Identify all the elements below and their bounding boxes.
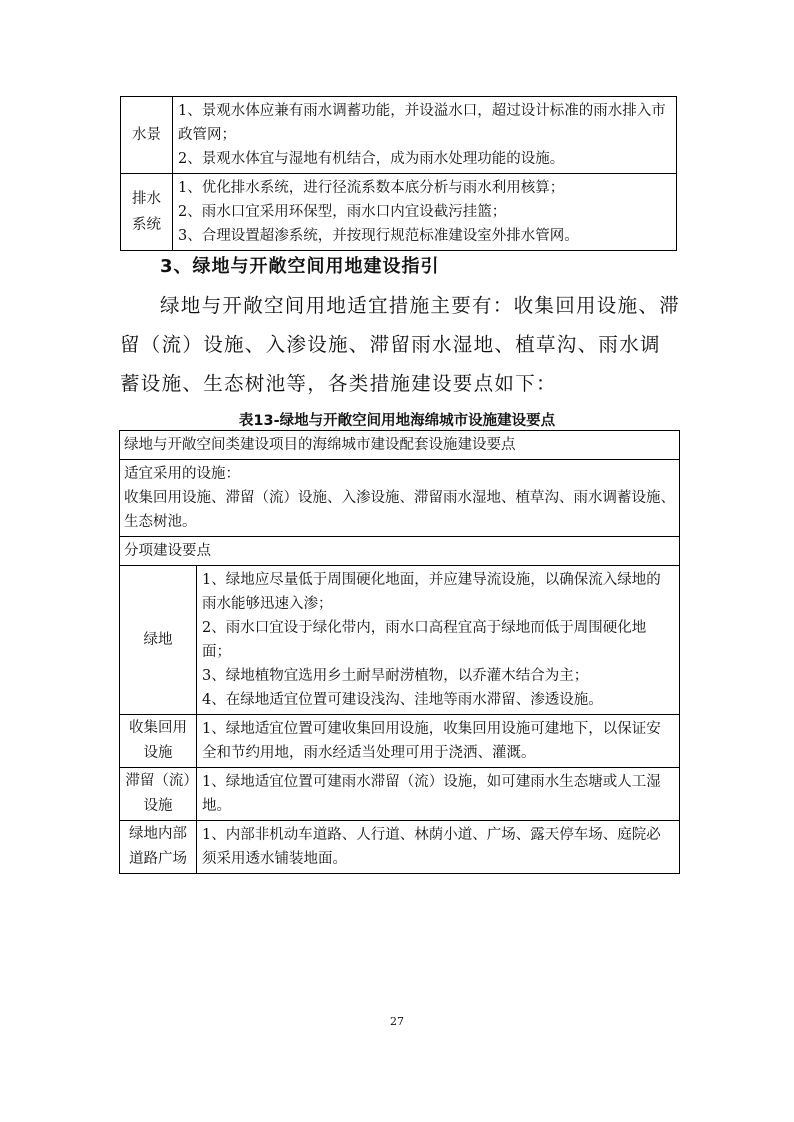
row-label — [120, 715, 197, 768]
list-item: 4、在绿地适宜位置可建设浅沟、洼地等雨水滞留、渗透设施。 — [202, 692, 603, 708]
row-content — [173, 97, 677, 174]
row-content — [197, 821, 680, 874]
row-label-text: 滞留（流）设施 — [125, 773, 191, 814]
suitable-facilities-text: 收集回用设施、滞留（流）设施、入渗设施、滞留雨水湿地、植草沟、雨水调蓄设施、生态树池。 — [124, 490, 675, 530]
top-facility-table — [120, 96, 677, 251]
list-item: 2、雨水口宜采用环保型，雨水口内宜设截污挂篮； — [178, 204, 507, 220]
row-label — [121, 174, 173, 251]
list-item: 1、绿地适宜位置可建雨水滞留（流）设施，如可建雨水生态塘或人工湿地。 — [202, 774, 661, 814]
row-content — [197, 566, 680, 715]
table-row — [121, 174, 677, 251]
row-label-text: 排水系统 — [132, 191, 161, 233]
page-number: 27 — [390, 1015, 404, 1028]
list-item: 1、优化排水系统，进行径流系数本底分析与雨水利用核算； — [178, 180, 565, 196]
list-item: 2、雨水口宜设于绿化带内，雨水口高程宜高于绿地而低于周围硬化地面； — [202, 620, 647, 660]
row-label: 绿地 — [120, 566, 197, 715]
main-facility-table — [119, 430, 680, 874]
list-item: 2、景观水体宜与湿地有机结合，成为雨水处理功能的设施。 — [178, 151, 565, 167]
list-item: 1、绿地适宜位置可建收集回用设施，收集回用设施可建地下，以保证安全和节约用地，雨水经适当处理可用于浇洒、灌溉。 — [202, 721, 661, 761]
table-row — [120, 768, 680, 821]
row-label — [120, 768, 197, 821]
row-content — [197, 715, 680, 768]
table-header-row — [120, 431, 680, 460]
row-label — [121, 97, 173, 174]
suitable-facilities-cell — [120, 460, 680, 537]
intro-paragraph: 绿地与开敞空间用地适宜措施主要有：收集回用设施、滞留（流）设施、入渗设施、滞留雨水湿地、植草沟、雨水调蓄设施、生态树池等，各类措施建设要点如下： — [120, 294, 681, 395]
table-caption: 表13-绿地与开敞空间用地海绵城市设施建设要点 — [238, 413, 556, 429]
row-content — [173, 174, 677, 251]
list-item: 3、绿地植物宜选用乡土耐旱耐涝植物，以乔灌木结合为主； — [202, 668, 589, 684]
table-row — [120, 715, 680, 768]
table-row — [120, 566, 680, 715]
list-item: 1、绿地应尽量低于周围硬化地面，并应建导流设施，以确保流入绿地的雨水能够迅速入渗； — [202, 572, 661, 612]
table-subheader: 分项建设要点 — [120, 537, 680, 566]
row-label — [120, 821, 197, 874]
list-item: 1、景观水体应兼有雨水调蓄功能，并设溢水口，超过设计标准的雨水排入市政管网； — [178, 103, 666, 143]
table-row — [121, 97, 677, 174]
table-header: 绿地与开敞空间类建设项目的海绵城市建设配套设施建设要点 — [120, 431, 680, 460]
table-row — [120, 460, 680, 537]
row-label-text: 水景 — [132, 127, 161, 143]
list-item: 1、内部非机动车道路、人行道、林荫小道、广场、露天停车场、庭院必须采用透水铺装地面。 — [202, 827, 661, 867]
suitable-facilities-title: 适宜采用的设施： — [124, 466, 240, 482]
row-label-text: 收集回用设施 — [129, 720, 187, 761]
row-content — [197, 768, 680, 821]
table-subheader-row — [120, 537, 680, 566]
table-row — [120, 821, 680, 874]
row-label-text: 绿地内部道路广场 — [129, 826, 187, 867]
section-heading: 3、绿地与开敞空间用地建设指引 — [160, 256, 440, 277]
list-item: 3、合理设置超渗系统，并按现行规范标准建设室外排水管网。 — [178, 228, 579, 244]
